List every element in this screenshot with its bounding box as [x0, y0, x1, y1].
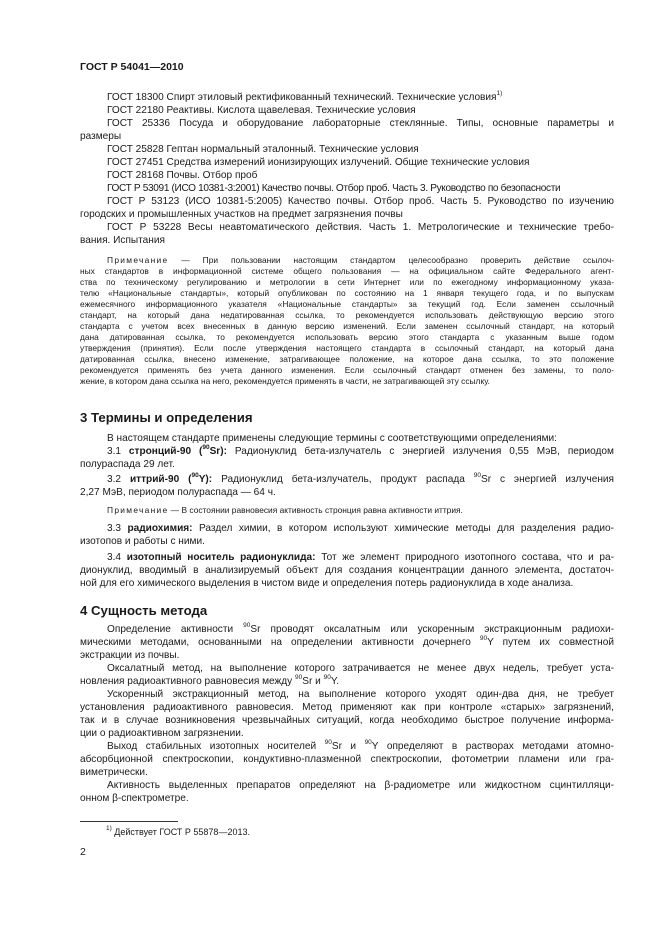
section-3-heading: 3 Термины и определения — [80, 410, 253, 425]
term-isotopic-carrier: изотопный носитель радионуклида: — [126, 552, 316, 563]
paragraph: Ускоренный экстракционный метод, на выполнение которого уходят один-два дня, не требует — [107, 689, 614, 700]
note-line: датированная ссылка, внесено изменение, затрагивающее положение, на которое дана ссылка, то это положение — [80, 354, 614, 364]
paragraph-cont: так и в случае возникновения чрезвычайных ситуаций, когда необходимо быстрое получение информа- — [80, 715, 614, 726]
ref-gost-r-53123-cont: городских и промышленных участков на предмет загрязнения почвы — [80, 209, 403, 220]
term-radiochemistry: радиохимия: — [127, 523, 193, 534]
note-line: стандарт, на который дана недатированная ссылка, то рекомендуется использовать действующую версию этого — [80, 310, 614, 320]
section-3-intro: В настоящем стандарте применены следующие термины с соответствующими определениями: — [107, 433, 557, 444]
paragraph-cont: мическими методами, основанными на определении активности дочернего $^{90}$Y путем их совместной — [80, 634, 614, 648]
note-line: утверждения (принятия). Если после утверждения настоящего стандарта в ссылочный стандарт, на который дана — [80, 343, 614, 353]
ref-gost-r-53091: ГОСТ Р 53091 (ИСО 10381-3:2001) Качество почвы. Отбор проб. Часть 3. Руководство по безопасности — [107, 183, 561, 194]
ref-gost-25336-cont: размеры — [80, 131, 122, 142]
paragraph-cont: экстракции из почвы. — [80, 650, 180, 661]
section-4-heading: 4 Сущность метода — [80, 603, 208, 618]
footnote-marker: 1) — [496, 89, 503, 97]
note-line: Примечание — При пользовании настоящим стандартом целесообразно проверить действие ссылоч- — [107, 255, 614, 265]
note-line: рекомендуется применять без учета данного изменения. Если ссылочный стандарт отменен без замены, то поло- — [80, 365, 614, 375]
paragraph-cont: абсорбционной спектроскопии, кондуктивно-плазменной спектроскопии, фотометрии пламени или гра- — [80, 754, 614, 765]
ref-gost-r-53228-cont: вания. Испытания — [80, 235, 165, 246]
footnote-divider — [80, 821, 178, 822]
note-line: телю «Национальные стандарты», который опубликован по состоянию на 1 января текущего года, и по выпускам — [80, 288, 614, 298]
note-label: Примечание — [107, 255, 169, 265]
page-number: 2 — [80, 846, 86, 858]
note-line: ства по техническому регулированию и метрологии в сети Интернет или по ежегодному информационному указа- — [80, 277, 614, 287]
note-line: стандарта с учетом всех внесенных в данную версию изменений. Если заменен ссылочный стандарт, на который — [80, 321, 614, 331]
paragraph-cont: установления радиоактивного равновесия. Метод применяют как при контроле «старых» загрязнений, — [80, 702, 614, 713]
section-4-body — [80, 623, 614, 805]
term-3-3-cont: изотопов и работы с ними. — [80, 536, 205, 547]
paragraph: Выход стабильных изотопных носителей $^{90}$Sr и $^{90}$Y определяют в растворах методами атомно- — [107, 738, 614, 752]
ref-gost-r-53228: ГОСТ Р 53228 Весы неавтоматического действия. Часть 1. Метрологические и технические требо- — [107, 222, 614, 233]
term-3-3: 3.3 радиохимия: Раздел химии, в котором используют химические методы для разделения радио- — [107, 523, 614, 534]
section-3-body — [80, 432, 614, 590]
paragraph: Активность выделенных препаратов определяют на β-радиометре или жидкостном сцинтилляци- — [107, 780, 614, 791]
paragraph-cont: онном β-спектрометре. — [80, 793, 189, 804]
term-3-1: 3.1 стронций-90 ($^{90}$Sr): Радионуклид бета-излучатель с энергией излучения 0,55 МэВ, периодом — [107, 443, 614, 457]
references-note — [80, 255, 614, 387]
note-label: Примечание — [107, 505, 169, 515]
term-3-4: 3.4 изотопный носитель радионуклида: Тот же элемент природного изотопного состава, что и ра- — [107, 552, 614, 563]
paragraph: Оксалатный метод, на выполнение которого затрачивается не менее двух недель, требует уста- — [107, 663, 614, 674]
equilibrium-note: Примечание — В состоянии равновесия активность стронция равна активности иттрия. — [107, 505, 463, 515]
ref-gost-22180: ГОСТ 22180 Реактивы. Кислота щавелевая. Технические условия — [107, 105, 416, 116]
term-yttrium-90: иттрий-90 ($^{90}$Y): — [129, 471, 213, 485]
note-line: ных стандартов в информационной системе общего пользования — на официальном сайте Федерального агент- — [80, 266, 614, 276]
note-line: ежемесячного информационного указателя «Национальные стандарты» за текущий год. Если заменен ссылочный — [80, 299, 614, 309]
paragraph-cont: ции о радиоактивном загрязнении. — [80, 728, 244, 739]
term-3-4-cont: дионуклид, вводимый в анализируемый объект для создания концентрации данного элемента, достаточ- — [80, 565, 614, 576]
paragraph: Определение активности $^{90}$Sr проводят оксалатным или ускоренным экстракционным радиохи- — [107, 621, 614, 635]
paragraph-cont: новления радиоактивного равновесия между $^{90}$Sr и $^{90}$Y. — [80, 673, 340, 687]
term-3-4-cont: ной для его химического выделения в чистом виде и определения потерь радионуклида в ходе анализа. — [80, 578, 574, 589]
ref-gost-25336: ГОСТ 25336 Посуда и оборудование лабораторные стеклянные. Типы, основные параметры и — [107, 118, 614, 129]
term-3-2: 3.2 иттрий-90 ($^{90}$Y): Радионуклид бета-излучатель, продукт распада $^{90}$Sr с энергией излучения — [107, 471, 614, 485]
references-list — [80, 91, 614, 247]
term-3-2-cont: 2,27 МэВ, периодом полураспада — 64 ч. — [80, 487, 276, 498]
note-line: жение, в котором дана ссылка на него, рекомендуется применять в части, не затрагивающей эту ссылку. — [80, 376, 490, 386]
term-3-1-cont: полураспада 29 лет. — [80, 459, 175, 470]
paragraph-cont: виметрически. — [80, 767, 148, 778]
ref-gost-27451: ГОСТ 27451 Средства измерений ионизирующих излучений. Общие технические условия — [107, 157, 530, 168]
ref-gost-18300: ГОСТ 18300 Спирт этиловый ректификованный технический. Технические условия$^{1)}$ — [107, 89, 503, 103]
note-line: дана датированная ссылка, то рекомендуется использовать версию этого стандарта с указанным выше годом — [80, 332, 614, 342]
ref-gost-28168: ГОСТ 28168 Почвы. Отбор проб — [107, 170, 258, 181]
page-header-standard-id: ГОСТ Р 54041—2010 — [80, 61, 184, 73]
ref-gost-25828: ГОСТ 25828 Гептан нормальный эталонный. Технические условия — [107, 144, 419, 155]
term-strontium-90: стронций-90 ($^{90}$Sr): — [128, 443, 227, 457]
footnote: $^{1)}$ Действует ГОСТ Р 55878—2013. — [106, 825, 250, 837]
ref-gost-r-53123: ГОСТ Р 53123 (ИСО 10381-5:2005) Качество почвы. Отбор проб. Часть 5. Руководство по изучению — [107, 196, 614, 207]
